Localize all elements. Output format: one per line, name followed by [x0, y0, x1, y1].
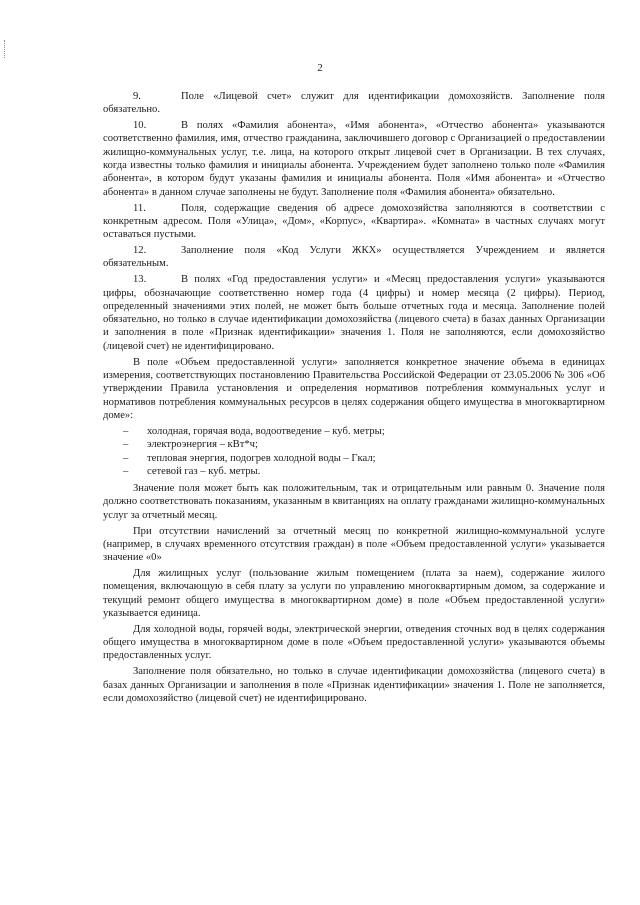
paragraph-11 [103, 202, 605, 242]
page-number: 2 [317, 62, 323, 74]
paragraph-number: 12. [133, 245, 147, 257]
paragraph-number: 9. [133, 91, 141, 102]
paragraph-text: В поле «Объем предоставленной услуги» заполняется конкретное значение объема в единицах измерения, соответствующих постановлению Правительства Российской Федерации от 23.05.2006 № 306 «Об утверждении Правила установления и определения нормативов потребления коммунальных услуг и нормативов потребления коммунальных ресурсов в целях содержания общего имущества в многоквартирном доме»: [103, 356, 605, 421]
scan-margin-mark [4, 40, 8, 58]
list-item: – тепловая энергия, подогрев холодной воды – Гкал; [147, 452, 605, 466]
paragraph-text: В полях «Фамилия абонента», «Имя абонента», «Отчество абонента» указываются соответственно фамилия, имя, отчество гражданина, заключившего договор с Организацией о предоставлении жилищно-коммунальных услуг, т.е. лица, на которого открыт лицевой счет в Организации. В тех случаях, когда известны только фамилия и инициалы абонента. Учреждением будет заполнено только поле «Фамилия абонента», в котором будут указаны фамилия и инициалы абонента. Поля «Имя абонента» и «Отчество абонента» в данном случае заполнены не будут. Заполнение поля «Фамилия абонента» обязательно. [103, 120, 605, 198]
paragraph-mandatory-field: Заполнение поля обязательно, но только в случае идентификации домохозяйства (лицевого счета) в базах данных Организации и заполнения в поле «Признак идентификации» значения 1. Поле не заполняется, если домохозяйство (лицевой счет) не идентифицировано. [103, 666, 605, 704]
paragraph-zero-charges: При отсутствии начислений за отчетный месяц по конкретной жилищно-коммунальной услуге (например, в случаях временного отсутствия граждан) в поле «Объем предоставленной услуги» указывается значение «0» [103, 525, 605, 564]
paragraph-text: В полях «Год предоставления услуги» и «Месяц предоставления услуги» указываются цифры, обозначающие соответственно номер года (4 цифры) и номер месяца (2 цифры). Период, определенный значениями этих полей, не может быть больше отчетных года и месяца. Заполнение полей обязательно, но только в случае идентификации домохозяйства (лицевого счета) в базах данных Организации и заполнения в поле «Признак идентификации» значения 1. Поля не заполняются, если домохозяйство (лицевой счет) не идентифицировано. [103, 274, 605, 352]
paragraph-housing-services: Для жилищных услуг (пользование жилым помещением (плата за наем), содержание жилого помещения, включающую в себя плату за услуги по управлению многоквартирным домом, за содержание и текущий ремонт общего имущества в многоквартирном доме) в поле «Объем предоставленной услуги» указывается единица. [103, 568, 605, 619]
paragraph-9 [103, 90, 605, 117]
paragraph-number: 13. [133, 274, 147, 286]
paragraph-number: 11. [133, 202, 146, 214]
paragraph-12 [103, 244, 605, 271]
paragraph-text: Поле «Лицевой счет» служит для идентификации домохозяйств. Заполнение поля обязательно. [103, 91, 605, 116]
document-body [103, 90, 605, 708]
paragraph-value-sign: Значение поля может быть как положительным, так и отрицательным или равным 0. Значение поля должно соответствовать показаниям, указанным в квитанциях на оплату гражданами жилищно-коммунальных услуг за отчетный месяц. [103, 483, 605, 521]
paragraph-number: 10. [133, 120, 147, 132]
list-item: – холодная, горячая вода, водоотведение – куб. метры; [147, 425, 605, 439]
paragraph-text: Заполнение поля «Код Услуги ЖКХ» осуществляется Учреждением и является обязательным. [103, 245, 605, 270]
list-item: – сетевой газ – куб. метры. [147, 465, 605, 479]
paragraph-common-property: Для холодной воды, горячей воды, электрической энергии, отведения сточных вод в целях содержания общего имущества в многоквартирном доме в поле «Объем предоставленной услуги» указываются объемы предоставленных услуг. [103, 623, 605, 662]
paragraph-text: Поля, содержащие сведения об адресе домохозяйства заполняются в соответствии с конкретным адресом. Поля «Улица», «Дом», «Корпус», «Квартира». «Комната» в частных случаях могут оставаться пустыми. [103, 202, 605, 241]
paragraph-volume-field [103, 356, 605, 422]
paragraph-10 [103, 119, 605, 199]
units-list [103, 425, 605, 479]
paragraph-13 [103, 273, 605, 353]
list-item: – электроэнергия – кВт*ч; [147, 438, 605, 452]
